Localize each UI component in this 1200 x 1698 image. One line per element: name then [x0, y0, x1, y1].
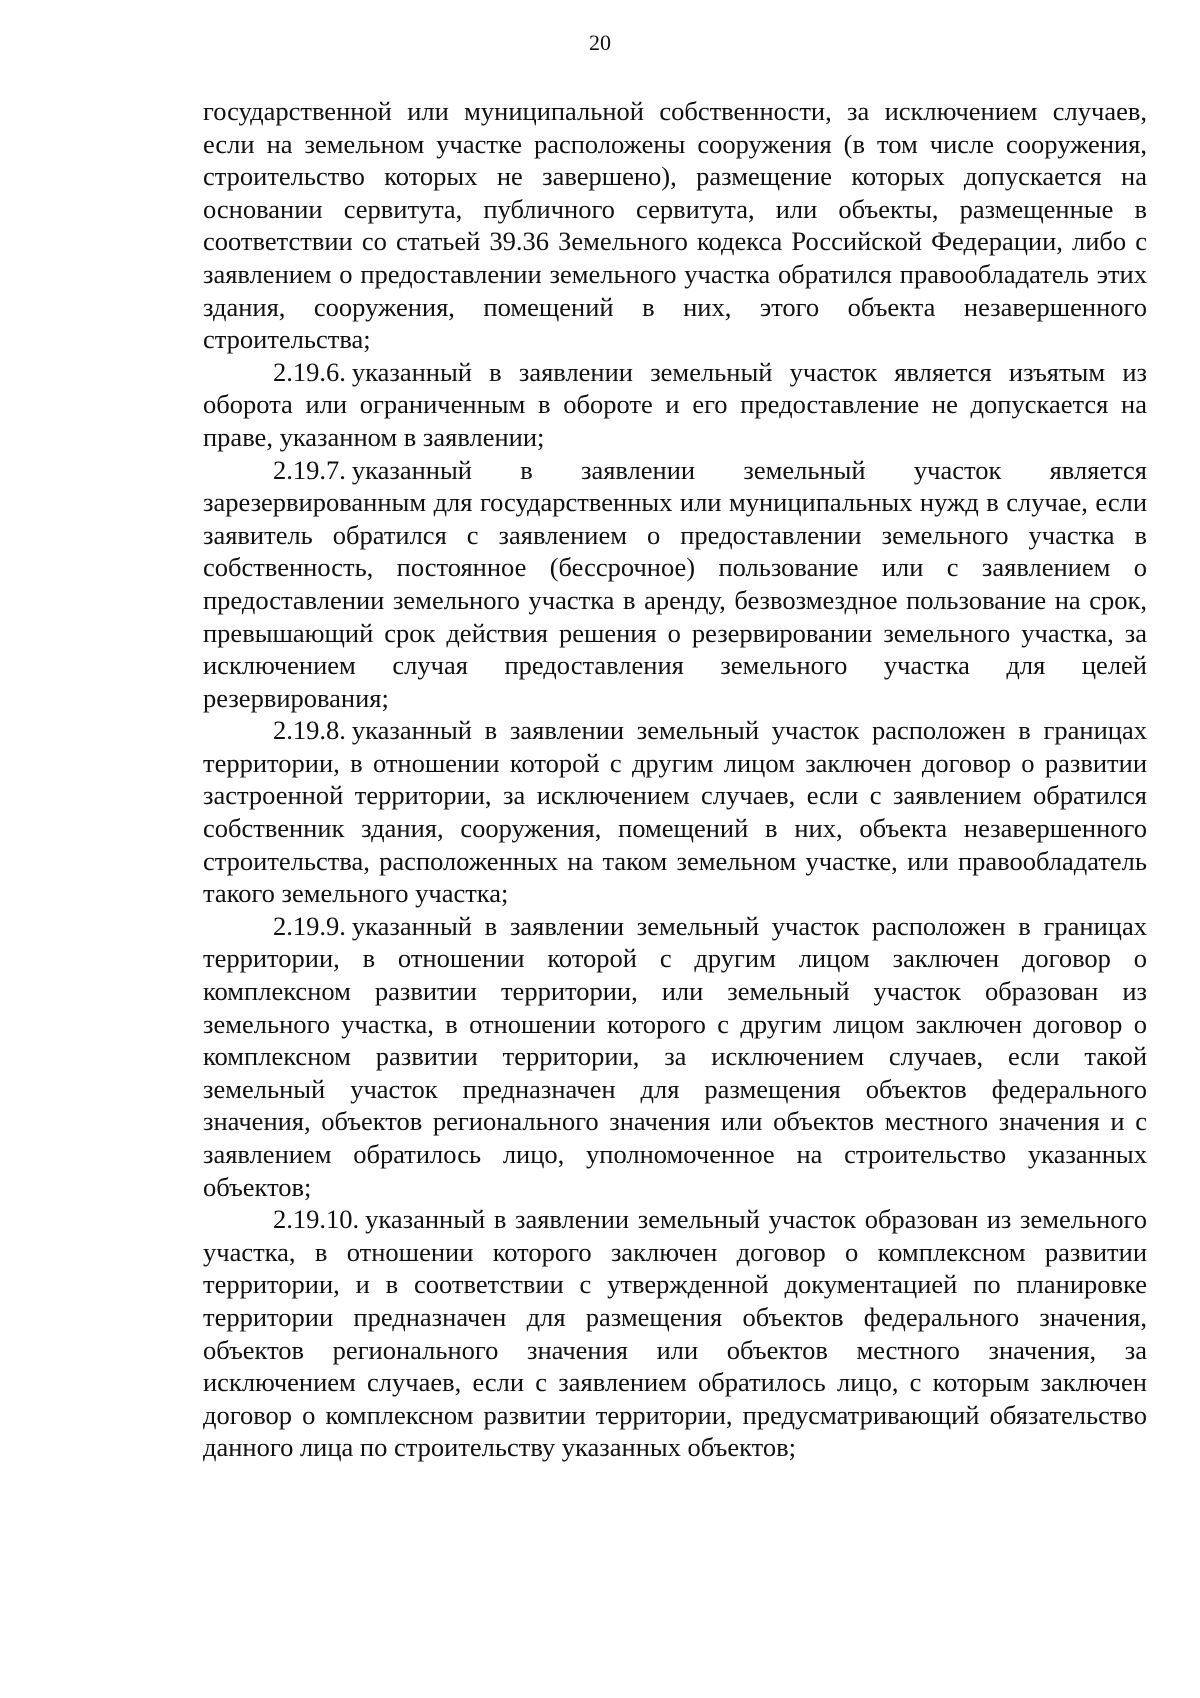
paragraph-continuation: [203, 95, 1147, 356]
paragraph-2-19-9: [203, 910, 1147, 1203]
paragraph-2-19-8: [203, 714, 1147, 910]
paragraph-text: указанный в заявлении земельный участок расположен в границах территории, в отношении которой с другим лицом заключен договор о развитии застроенной территории, за исключением случаев, если с заявлением обратился собственник здания, сооружения, помещений в них, объекта незавершенного строительства, расположенных на таком земельном участке, или правообладатель такого земельного участка;: [203, 715, 1147, 909]
page-number: 20: [589, 30, 611, 55]
paragraph-text: указанный в заявлении земельный участок образован из земельного участка, в отношении которого заключен договор о комплексном развитии территории, и в соответствии с утвержденной документацией по планировке территории предназначен для размещения объектов федерального значения, объектов регионального значения или объектов местного значения, за исключением случаев, если с заявлением обратилось лицо, с которым заключен договор о комплексном развитии территории, предусматривающий обязательство данного лица по строительству указанных объектов;: [203, 1204, 1147, 1463]
paragraph-2-19-10: [203, 1203, 1147, 1464]
paragraph-text: указанный в заявлении земельный участок является зарезервированным для государственных или муниципальных нужд в случае, если заявитель обратился с заявлением о предоставлении земельного участка в собственность, постоянное (бессрочное) пользование или с заявлением о предоставлении земельного участка в аренду, безвозмездное пользование на срок, превышающий срок действия решения о резервировании земельного участка, за исключением случая предоставления земельного участка для целей резервирования;: [203, 454, 1147, 713]
paragraph-2-19-7: [203, 454, 1147, 715]
paragraph-text: указанный в заявлении земельный участок расположен в границах территории, в отношении которой с другим лицом заключен договор о комплексном развитии территории, или земельный участок образован из земельного участка, в отношении которого с другим лицом заключен договор о комплексном развитии территории, за исключением случаев, если такой земельный участок предназначен для размещения объектов федерального значения, объектов регионального значения или объектов местного значения и с заявлением обратилось лицо, уполномоченное на строительство указанных объектов;: [203, 910, 1147, 1202]
paragraph-text: указанный в заявлении земельный участок является изъятым из оборота или ограниченным в обороте и его предоставление не допускается на праве, указанном в заявлении;: [203, 356, 1147, 452]
paragraph-text: государственной или муниципальной собственности, за исключением случаев, если на земельном участке расположены сооружения (в том числе сооружения, строительство которых не завершено), размещение которых допускается на основании сервитута, публичного сервитута, или объекты, размещенные в соответствии со статьей 39.36 Земельного кодекса Российской Федерации, либо с заявлением о предоставлении земельного участка обратился правообладатель этих здания, сооружения, помещений в них, этого объекта незавершенного строительства;: [203, 96, 1147, 355]
clause-number: 2.19.9.: [273, 910, 346, 941]
document-body: [203, 95, 1147, 1464]
clause-number: 2.19.10.: [273, 1204, 360, 1235]
clause-number: 2.19.7.: [273, 454, 346, 485]
clause-number: 2.19.6.: [273, 356, 346, 387]
clause-number: 2.19.8.: [273, 715, 346, 746]
paragraph-2-19-6: [203, 356, 1147, 454]
